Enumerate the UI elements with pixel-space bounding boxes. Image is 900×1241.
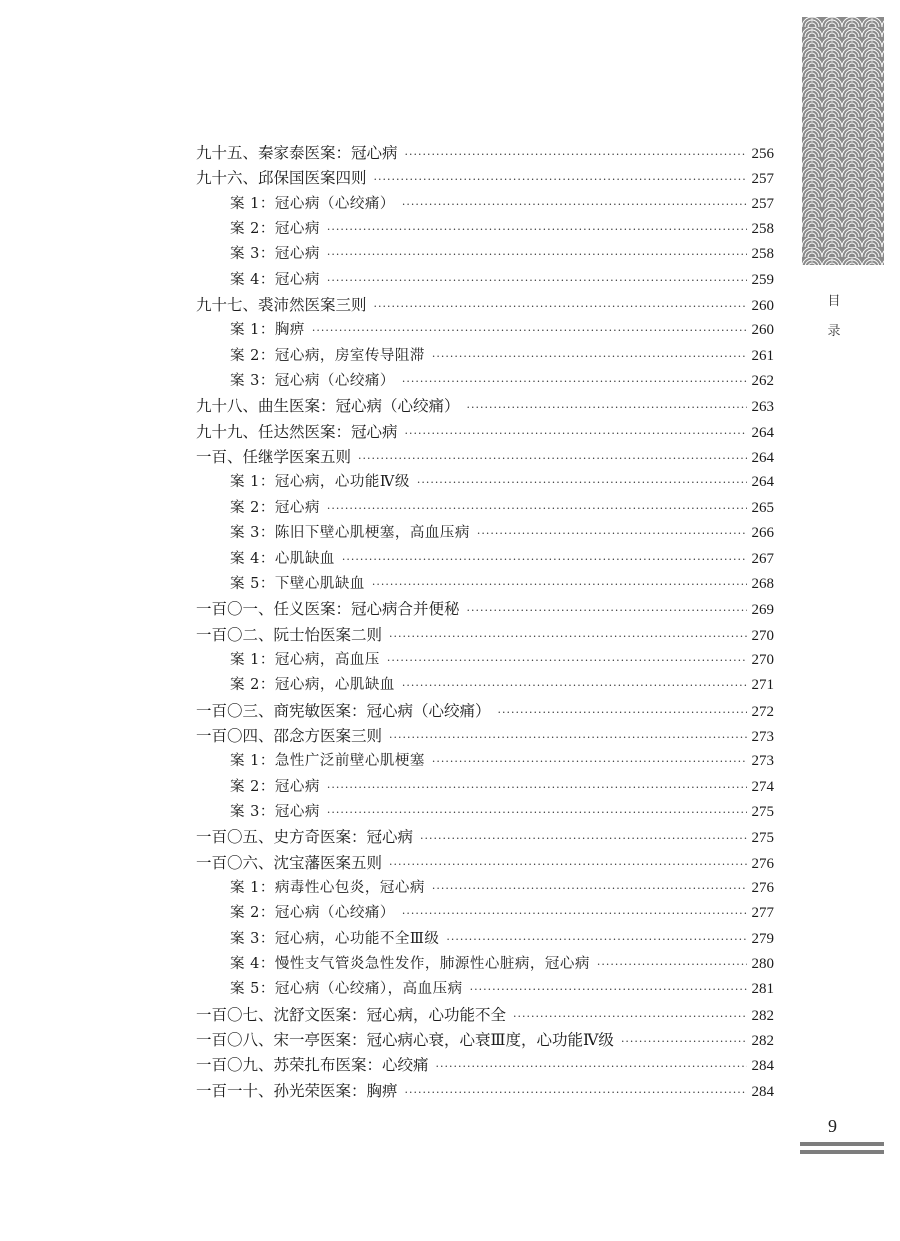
toc-dot-leader [327,268,747,293]
toc-entry-title: 一百一十、孙光荣医案：胸痹 [196,1081,398,1100]
toc-entry-page: 267 [751,550,774,567]
toc-entry-page: 261 [751,347,774,364]
toc-entry-title: 九十九、任达然医案：冠心病 [196,422,398,441]
toc-entry-page: 270 [751,651,774,668]
toc-dot-leader [432,876,747,901]
toc-chapter-entry[interactable] [196,1028,774,1053]
toc-entry-page: 273 [751,728,774,745]
toc-case-entry[interactable] [196,217,774,242]
toc-entry-title: 一百〇七、沈舒文医案：冠心病，心功能不全 [196,1005,507,1024]
toc-case-entry[interactable] [196,521,774,546]
toc-dot-leader [597,952,747,977]
toc-chapter-entry[interactable] [196,166,774,191]
toc-entry-title: 案 1：冠心病，心功能Ⅳ级 [230,474,410,491]
toc-case-entry[interactable] [196,876,774,901]
footer-bars-decoration [800,1142,884,1158]
toc-dot-leader [389,852,746,877]
table-of-contents [196,141,774,1104]
toc-entry-title: 九十五、秦家泰医案：冠心病 [196,144,398,162]
toc-chapter-entry[interactable] [196,851,774,876]
toc-case-entry[interactable] [196,318,774,343]
toc-entry-title: 案 2：冠心病 [230,778,320,795]
toc-dot-leader [327,242,747,267]
toc-chapter-entry[interactable] [196,445,774,470]
toc-entry-page: 276 [751,879,774,896]
toc-entry-title: 案 3：冠心病 [230,246,320,263]
toc-entry-title: 案 1：冠心病（心绞痛） [230,195,395,212]
toc-entry-page: 271 [751,677,774,694]
toc-dot-leader [342,547,747,572]
toc-entry-page: 258 [751,246,774,263]
toc-entry-title: 一百〇八、宋一亭医案：冠心病心衰，心衰Ⅲ度，心功能Ⅳ级 [196,1031,614,1050]
footer-bar [800,1150,884,1154]
toc-case-entry[interactable] [196,927,774,952]
toc-entry-title: 案 4：心肌缺血 [230,550,335,567]
toc-dot-leader [446,927,746,952]
toc-entry-page: 259 [751,271,774,288]
toc-entry-title: 案 4：冠心病 [230,271,320,288]
toc-chapter-entry[interactable] [196,420,774,445]
toc-entry-page: 265 [751,499,774,516]
toc-case-entry[interactable] [196,749,774,774]
toc-entry-page: 277 [751,905,774,922]
toc-entry-title: 案 2：冠心病 [230,499,320,516]
toc-entry-page: 264 [751,450,774,467]
toc-dot-leader [402,673,747,698]
toc-entry-page: 260 [751,322,774,339]
toc-chapter-entry[interactable] [196,825,774,850]
toc-dot-leader [374,294,747,319]
toc-entry-page: 269 [751,602,774,619]
toc-entry-page: 266 [751,525,774,542]
side-label-mu: 目 [827,294,841,309]
toc-dot-leader [405,421,747,446]
toc-case-entry[interactable] [196,470,774,495]
toc-entry-page: 260 [751,298,774,315]
toc-case-entry[interactable] [196,977,774,1002]
toc-dot-leader [387,648,747,673]
toc-case-entry[interactable] [196,268,774,293]
toc-dot-leader [327,217,747,242]
toc-dot-leader [417,470,747,495]
toc-entry-page: 264 [751,474,774,491]
toc-dot-leader [498,700,747,725]
toc-entry-title: 一百〇二、阮士怡医案二则 [196,625,383,644]
toc-dot-leader [432,749,747,774]
toc-dot-leader [436,1054,747,1079]
toc-entry-title: 九十七、裘沛然医案三则 [196,296,367,315]
toc-chapter-entry[interactable] [196,293,774,318]
toc-dot-leader [402,901,747,926]
toc-entry-title: 一百〇三、商宪敏医案：冠心病（心绞痛） [196,701,491,720]
toc-entry-page: 256 [751,146,774,162]
toc-chapter-entry[interactable] [196,597,774,622]
toc-dot-leader [402,192,747,217]
toc-entry-page: 272 [751,703,774,720]
toc-entry-page: 258 [751,221,774,238]
toc-entry-page: 274 [751,778,774,795]
toc-entry-title: 一百〇五、史方奇医案：冠心病 [196,828,414,847]
toc-dot-leader [312,318,747,343]
toc-entry-page: 284 [751,1058,774,1075]
footer-bar [800,1142,884,1146]
toc-case-entry[interactable] [196,648,774,673]
toc-entry-page: 275 [751,830,774,847]
toc-entry-title: 一百〇四、邵念方医案三则 [196,726,383,745]
toc-case-entry[interactable] [196,800,774,825]
toc-entry-title: 一百〇九、苏荣扎布医案：心绞痛 [196,1056,429,1075]
toc-entry-page: 275 [751,803,774,820]
toc-entry-title: 九十八、曲生医案：冠心病（心绞痛） [196,397,460,416]
toc-case-entry[interactable] [196,369,774,394]
toc-chapter-entry[interactable] [196,623,774,648]
toc-entry-page: 282 [751,1033,774,1050]
toc-dot-leader [358,446,746,471]
toc-chapter-entry[interactable] [196,699,774,724]
toc-entry-title: 案 1：冠心病，高血压 [230,651,380,668]
toc-case-entry[interactable] [196,496,774,521]
toc-entry-title: 案 3：冠心病 [230,803,320,820]
toc-entry-page: 263 [751,399,774,416]
toc-dot-leader [420,826,746,851]
toc-entry-title: 一百、任继学医案五则 [196,448,352,467]
toc-entry-page: 284 [751,1083,774,1100]
wave-pattern-decoration [802,17,884,265]
toc-dot-leader [477,521,747,546]
toc-entry-title: 案 4：慢性支气管炎急性发作，肺源性心脏病，冠心病 [230,956,590,972]
toc-entry-title: 案 5：下壁心肌缺血 [230,575,365,592]
toc-chapter-entry[interactable] [196,1053,774,1078]
toc-entry-page: 279 [751,930,774,947]
toc-entry-title: 九十六、邱保国医案四则 [196,169,367,188]
toc-dot-leader [467,395,747,420]
toc-case-entry[interactable] [196,242,774,267]
toc-dot-leader [374,167,747,192]
toc-chapter-entry[interactable] [196,141,774,166]
toc-entry-title: 案 3：冠心病，心功能不全Ⅲ级 [230,930,440,947]
toc-case-entry[interactable] [196,775,774,800]
toc-dot-leader [327,496,747,521]
toc-chapter-entry[interactable] [196,1003,774,1028]
toc-entry-page: 264 [751,424,774,441]
toc-dot-leader [372,572,747,597]
toc-entry-title: 案 3：冠心病（心绞痛） [230,373,395,390]
toc-entry-title: 案 1：急性广泛前壁心肌梗塞 [230,753,425,770]
toc-entry-page: 280 [751,956,774,972]
toc-entry-title: 案 3：陈旧下壁心肌梗塞，高血压病 [230,525,470,542]
toc-entry-page: 257 [751,195,774,212]
toc-dot-leader [389,725,746,750]
toc-dot-leader [402,369,747,394]
toc-entry-title: 案 2：冠心病 [230,221,320,238]
toc-dot-leader [432,344,747,369]
toc-entry-title: 案 5：冠心病（心绞痛），高血压病 [230,981,463,998]
toc-entry-title: 案 1：胸痹 [230,322,305,339]
toc-entry-page: 268 [751,575,774,592]
toc-case-entry[interactable] [196,192,774,217]
toc-case-entry[interactable] [196,572,774,597]
toc-dot-leader [327,800,747,825]
toc-entry-title: 案 1：病毒性心包炎，冠心病 [230,879,425,896]
toc-dot-leader [405,1080,747,1105]
toc-entry-title: 案 2：冠心病，房室传导阻滞 [230,347,425,364]
toc-dot-leader [470,977,747,1002]
toc-dot-leader [405,142,747,167]
toc-chapter-entry[interactable] [196,1079,774,1104]
toc-entry-page: 270 [751,627,774,644]
toc-dot-leader [467,598,747,623]
toc-entry-page: 281 [751,981,774,998]
toc-dot-leader [621,1029,747,1054]
toc-case-entry[interactable] [196,547,774,572]
toc-entry-page: 276 [751,855,774,872]
toc-dot-leader [513,1004,746,1029]
toc-entry-title: 案 2：冠心病（心绞痛） [230,905,395,922]
toc-entry-title: 案 2：冠心病，心肌缺血 [230,677,395,694]
toc-entry-page: 273 [751,753,774,770]
toc-case-entry[interactable] [196,901,774,926]
toc-entry-page: 262 [751,373,774,390]
side-label-lu: 录 [827,324,841,339]
toc-chapter-entry[interactable] [196,724,774,749]
toc-case-entry[interactable] [196,673,774,698]
toc-dot-leader [327,775,747,800]
page-number: 9 [828,1116,837,1136]
toc-entry-page: 257 [751,171,774,188]
toc-dot-leader [389,624,746,649]
toc-case-entry[interactable] [196,344,774,369]
toc-chapter-entry[interactable] [196,394,774,419]
toc-case-entry[interactable] [196,952,774,977]
toc-entry-page: 282 [751,1007,774,1024]
toc-entry-title: 一百〇六、沈宝藩医案五则 [196,853,383,872]
toc-entry-title: 一百〇一、任义医案：冠心病合并便秘 [196,600,460,619]
